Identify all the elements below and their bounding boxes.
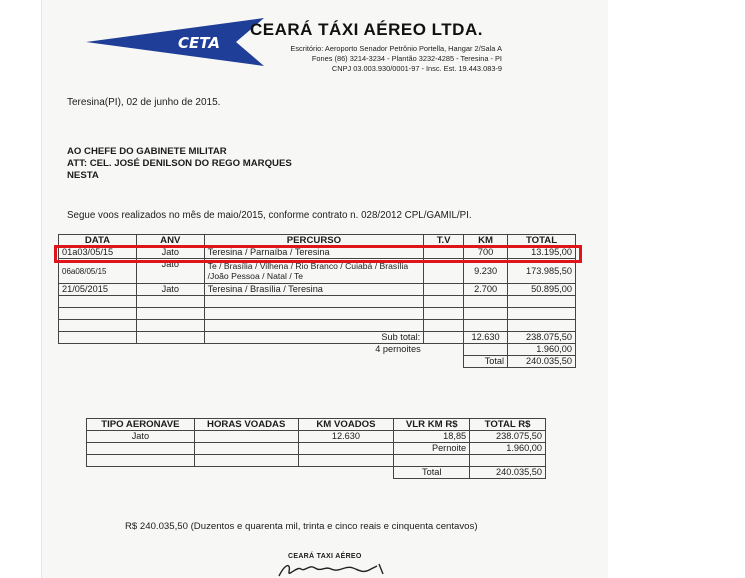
col-header: HORAS VOADAS xyxy=(194,419,298,431)
cell-route: Teresina / Brasília / Teresina xyxy=(204,284,424,296)
subtotal-row xyxy=(59,332,576,344)
total-value: 240.035,50 xyxy=(508,356,576,368)
cell-total: 50.895,00 xyxy=(508,284,576,296)
cell-route: Te / Brasília / Vilhena / Rio Branco / Cuiabá / Brasília /João Pessoa / Natal / Te xyxy=(204,259,424,284)
company-address xyxy=(232,44,502,74)
cell-route: Teresina / Parnaíba / Teresina xyxy=(204,247,424,259)
col-header: KM xyxy=(464,235,508,247)
recipient-line: NESTA xyxy=(67,170,99,181)
table-row xyxy=(59,284,576,296)
cell-vlr: 18,85 xyxy=(394,431,470,443)
signature-stamp: CEARÁ TAXI AÉREO xyxy=(288,553,362,560)
col-header: PERCURSO xyxy=(204,235,424,247)
pernoite-label: Pernoite xyxy=(394,443,470,455)
pernoites-value: 1.960,00 xyxy=(508,344,576,356)
table-header-row xyxy=(87,419,546,431)
total-label: Total xyxy=(394,467,470,479)
table-row xyxy=(59,320,576,332)
cell-horas xyxy=(194,431,298,443)
col-header: TOTAL R$ xyxy=(470,419,546,431)
total-row xyxy=(87,467,546,479)
recipient-line: ATT: CEL. JOSÉ DENILSON DO REGO MARQUES xyxy=(67,158,292,169)
total-value: 240.035,50 xyxy=(470,467,546,479)
address-line: Fones (86) 3214-3234 - Plantão 3232-4285 - Teresina - PI xyxy=(311,54,502,63)
total-row xyxy=(59,356,576,368)
cell-total: 238.075,50 xyxy=(470,431,546,443)
pernoites-label: 4 pernoites xyxy=(375,344,421,355)
col-header: ANV xyxy=(136,235,204,247)
cell-tv xyxy=(424,284,464,296)
right-margin xyxy=(608,0,745,578)
subtotal-label: Sub total: xyxy=(204,332,424,344)
col-header: DATA xyxy=(59,235,137,247)
col-header: TOTAL xyxy=(508,235,576,247)
address-line: CNPJ 03.003.930/0001-97 - Insc. Est. 19.443.083-9 xyxy=(331,64,502,73)
highlight-box xyxy=(54,245,582,263)
table-row xyxy=(87,455,546,467)
cell-km: 2.700 xyxy=(464,284,508,296)
table-row xyxy=(59,308,576,320)
cell-km: 12.630 xyxy=(298,431,394,443)
cell-total: 173.985,50 xyxy=(508,259,576,284)
table-row xyxy=(87,431,546,443)
logo-text: CETA xyxy=(178,34,220,52)
cell-tipo: Jato xyxy=(87,431,195,443)
pernoites-row xyxy=(59,344,576,356)
subtotal-km: 12.630 xyxy=(464,332,508,344)
pernoite-row xyxy=(87,443,546,455)
table-row xyxy=(59,296,576,308)
recipient-line: AO CHEFE DO GABINETE MILITAR xyxy=(67,146,227,157)
cell-aircraft: Jato xyxy=(136,247,204,259)
subtotal-value: 238.075,50 xyxy=(508,332,576,344)
amount-in-words: R$ 240.035,50 (Duzentos e quarenta mil, trinta e cinco reais e cinquenta centavos) xyxy=(125,521,478,532)
cell-date: 01a03/05/15 xyxy=(59,247,137,259)
date-line: Teresina(PI), 02 de junho de 2015. xyxy=(67,97,221,108)
cell-total: 13.195,00 xyxy=(508,247,576,259)
col-header: TIPO AERONAVE xyxy=(87,419,195,431)
cell-km: 700 xyxy=(464,247,508,259)
company-name: CEARÁ TÁXI AÉREO LTDA. xyxy=(250,20,483,39)
col-header: T.V xyxy=(424,235,464,247)
col-header: VLR KM R$ xyxy=(394,419,470,431)
address-line: Escritório: Aeroporto Senador Petrônio Portella, Hangar 2/Sala A xyxy=(290,44,502,53)
cell-date: 21/05/2015 xyxy=(59,284,137,296)
handwritten-signature xyxy=(275,560,405,578)
cell-date: 06a08/05/15 xyxy=(59,259,137,284)
total-label: Total xyxy=(464,356,508,368)
cell-km: 9.230 xyxy=(464,259,508,284)
pernoite-value: 1.960,00 xyxy=(470,443,546,455)
col-header: KM VOADOS xyxy=(298,419,394,431)
intro-text: Segue voos realizados no mês de maio/2015, conforme contrato n. 028/2012 CPL/GAMIL/PI. xyxy=(67,210,472,221)
cell-aircraft: Jato xyxy=(136,284,204,296)
cell-aircraft: Jato xyxy=(136,259,204,284)
summary-table xyxy=(86,418,546,479)
